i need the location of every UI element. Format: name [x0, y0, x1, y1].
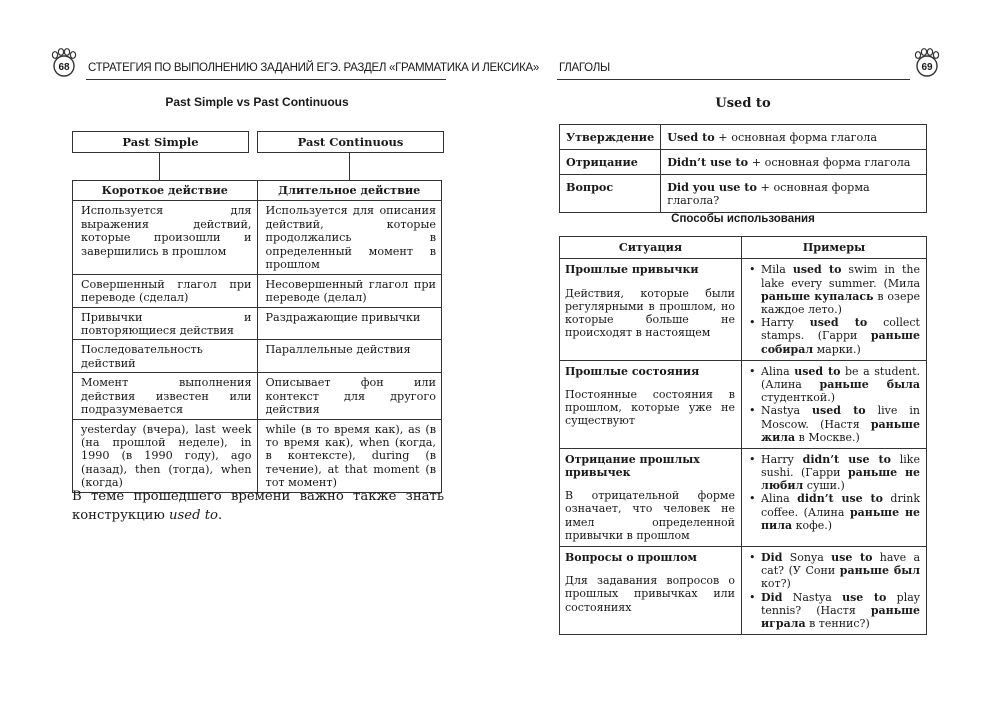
table-row: [73, 201, 442, 274]
situation-description: Для задавания вопросов о прошлых привычках или состояниях: [565, 574, 735, 614]
paw-page-badge: [912, 48, 942, 78]
situation-cell: [560, 360, 742, 448]
table-row: [560, 125, 927, 150]
example-item: • Alina didn’t use to drink coffee. (Алина раньше не пила кофе.): [761, 492, 920, 532]
table-cell: Используется для описания действий, которые продолжались в определенный момент в прошлом: [257, 201, 442, 274]
example-item: • Mila used to swim in the lake every summer. (Мила раньше купалась в озере каждое лето.): [761, 263, 920, 316]
situation-title: Вопросы о прошлом: [565, 551, 697, 564]
situation-cell: [560, 547, 742, 635]
situation-description: В отрицательной форме означает, что человек не имел определенной привычки в прошлом: [565, 489, 735, 542]
usage-subtitle: Способы использования: [671, 213, 815, 225]
connector-line: [349, 153, 350, 180]
situation-cell: [560, 259, 742, 360]
situation-description: Постоянные состояния в прошлом, которые уже не существуют: [565, 387, 735, 428]
page-number: 69: [921, 61, 933, 73]
table-cell: Совершенный глагол при переводе (сделал): [73, 274, 258, 307]
connector-line: [159, 153, 160, 180]
table-header: Короткое действие: [73, 181, 258, 201]
table-row: [560, 175, 927, 213]
past-simple-box: Past Simple: [72, 131, 249, 153]
situation-title: Отрицание прошлых привычек: [565, 452, 700, 480]
examples-cell: [742, 547, 927, 635]
form-pattern: Did you use to + основная форма глагола?: [661, 175, 927, 213]
table-row: [73, 419, 442, 492]
table-row: [560, 547, 927, 635]
table-cell: Используется для выражения действий, которые произошли и завершились в прошлом: [73, 201, 258, 274]
section-title: Used to: [715, 96, 771, 111]
body-text-end: .: [218, 508, 223, 524]
example-item: • Nastya used to live in Moscow. (Настя раньше жила в Москве.): [761, 404, 920, 444]
form-label: Утверждение: [560, 125, 661, 150]
table-header: Примеры: [742, 237, 927, 259]
table-cell: Последовательность действий: [73, 340, 258, 373]
past-tense-comparison-table: [72, 180, 442, 493]
table-cell: yesterday (вчера), last week (на прошлой неделе), in 1990 (в 1990 году), ago (назад), then (тогда), when (когда): [73, 419, 258, 492]
right-page: [500, 0, 1000, 719]
form-label: Вопрос: [560, 175, 661, 213]
running-title: СТРАТЕГИЯ ПО ВЫПОЛНЕНИЮ ЗАДАНИЙ ЕГЭ. РАЗДЕЛ «ГРАММАТИКА И ЛЕКСИКА»: [88, 62, 539, 74]
table-cell: Раздражающие привычки: [257, 307, 442, 340]
table-row: [560, 259, 927, 360]
body-text: В теме прошедшего времени важно также знать конструкцию: [72, 489, 444, 524]
table-row: [73, 340, 442, 373]
examples-cell: [742, 360, 927, 448]
table-cell: Несовершенный глагол при переводе (делал): [257, 274, 442, 307]
example-item: • Harry didn’t use to like sushi. (Гарри раньше не любил суши.): [761, 453, 920, 493]
example-item: • Did Sonya use to have a cat? (У Сони раньше был кот?): [761, 551, 920, 591]
usage-table: [559, 236, 927, 635]
running-title: ГЛАГОЛЫ: [559, 62, 610, 74]
table-row: [560, 448, 927, 546]
example-item: • Harry used to collect stamps. (Гарри раньше собирал марки.): [761, 316, 920, 356]
form-pattern: Used to + основная форма глагола: [661, 125, 927, 150]
table-cell: Привычки и повторяющиеся действия: [73, 307, 258, 340]
example-item: • Alina used to be a student. (Алина раньше была студенткой.): [761, 365, 920, 405]
used-to-forms-table: [559, 124, 927, 213]
examples-cell: [742, 259, 927, 360]
example-item: • Did Nastya use to play tennis? (Настя раньше играла в теннис?): [761, 591, 920, 631]
situation-description: Действия, которые были регулярными в прошлом, но которые больше не происходят в настоящем: [565, 286, 735, 340]
situation-title: Прошлые состояния: [565, 364, 700, 378]
body-paragraph: [72, 487, 444, 525]
table-cell: Момент выполнения действия известен или подразумевается: [73, 373, 258, 419]
table-row: [560, 360, 927, 448]
table-row: [73, 373, 442, 419]
form-label: Отрицание: [560, 150, 661, 175]
form-pattern: Didn’t use to + основная форма глагола: [661, 150, 927, 175]
table-row: [560, 150, 927, 175]
past-continuous-box: Past Continuous: [257, 131, 444, 153]
paw-page-badge: [49, 48, 79, 78]
header-rule: [86, 79, 446, 80]
section-title: Past Simple vs Past Continuous: [165, 95, 349, 109]
header-rule: [557, 79, 910, 80]
situation-cell: [560, 448, 742, 546]
body-text-italic: used to: [169, 508, 218, 524]
table-cell: Описывает фон или контекст для другого действия: [257, 373, 442, 419]
table-cell: Параллельные действия: [257, 340, 442, 373]
examples-cell: [742, 448, 927, 546]
table-header: Длительное действие: [257, 181, 442, 201]
table-header: Ситуация: [560, 237, 742, 259]
table-cell: while (в то время как), as (в то время как), when (когда, в контексте), during (в течение), at that moment (в тот момент): [257, 419, 442, 492]
table-row: [73, 307, 442, 340]
page-number: 68: [58, 61, 70, 73]
table-row: [73, 274, 442, 307]
situation-title: Прошлые привычки: [565, 263, 699, 277]
